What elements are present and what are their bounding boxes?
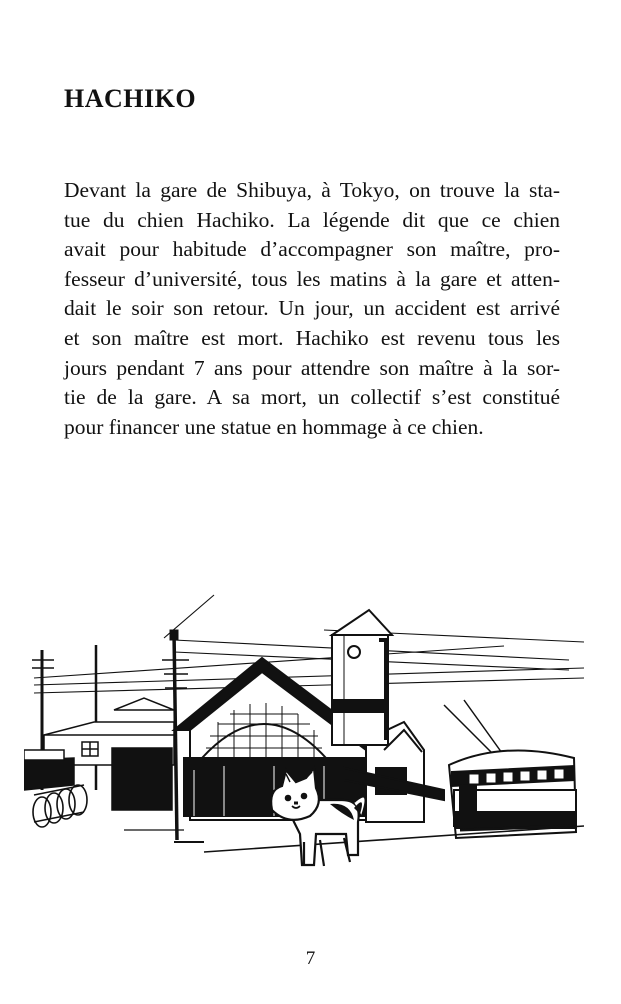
body-line: tue du chien Hachiko. La légende dit que ce chien — [64, 207, 560, 232]
body-line: avait pour habitude d’accompagner son maître, pro- — [64, 237, 560, 262]
body-line: et son maître est mort. Hachiko est revenu tous les — [64, 325, 560, 350]
overhead-wires — [34, 595, 584, 693]
page-number: 7 — [305, 948, 316, 969]
body-line: tie de la gare. A sa mort, un collectif s’est constitué — [64, 385, 560, 410]
bicycles — [33, 785, 87, 827]
body-line: Devant la gare de Shibuya, à Tokyo, on trouve la sta- — [64, 178, 560, 202]
body-line: fesseur d’université, tous les matins à la gare et atten- — [64, 266, 560, 291]
station-illustration — [24, 590, 584, 890]
clock-face — [348, 646, 360, 658]
body-line: jours pendant 7 ans pour attendre son maître à la sor- — [64, 355, 560, 380]
body-line: pour financer une statue en hommage à ce chien. — [64, 414, 484, 439]
clock-tower — [332, 610, 392, 745]
body-paragraph — [64, 176, 560, 442]
page-title: HACHIKO — [64, 84, 197, 113]
tram — [444, 700, 576, 838]
body-line: dait le soir son retour. Un jour, un accident est arrivé — [64, 296, 560, 321]
